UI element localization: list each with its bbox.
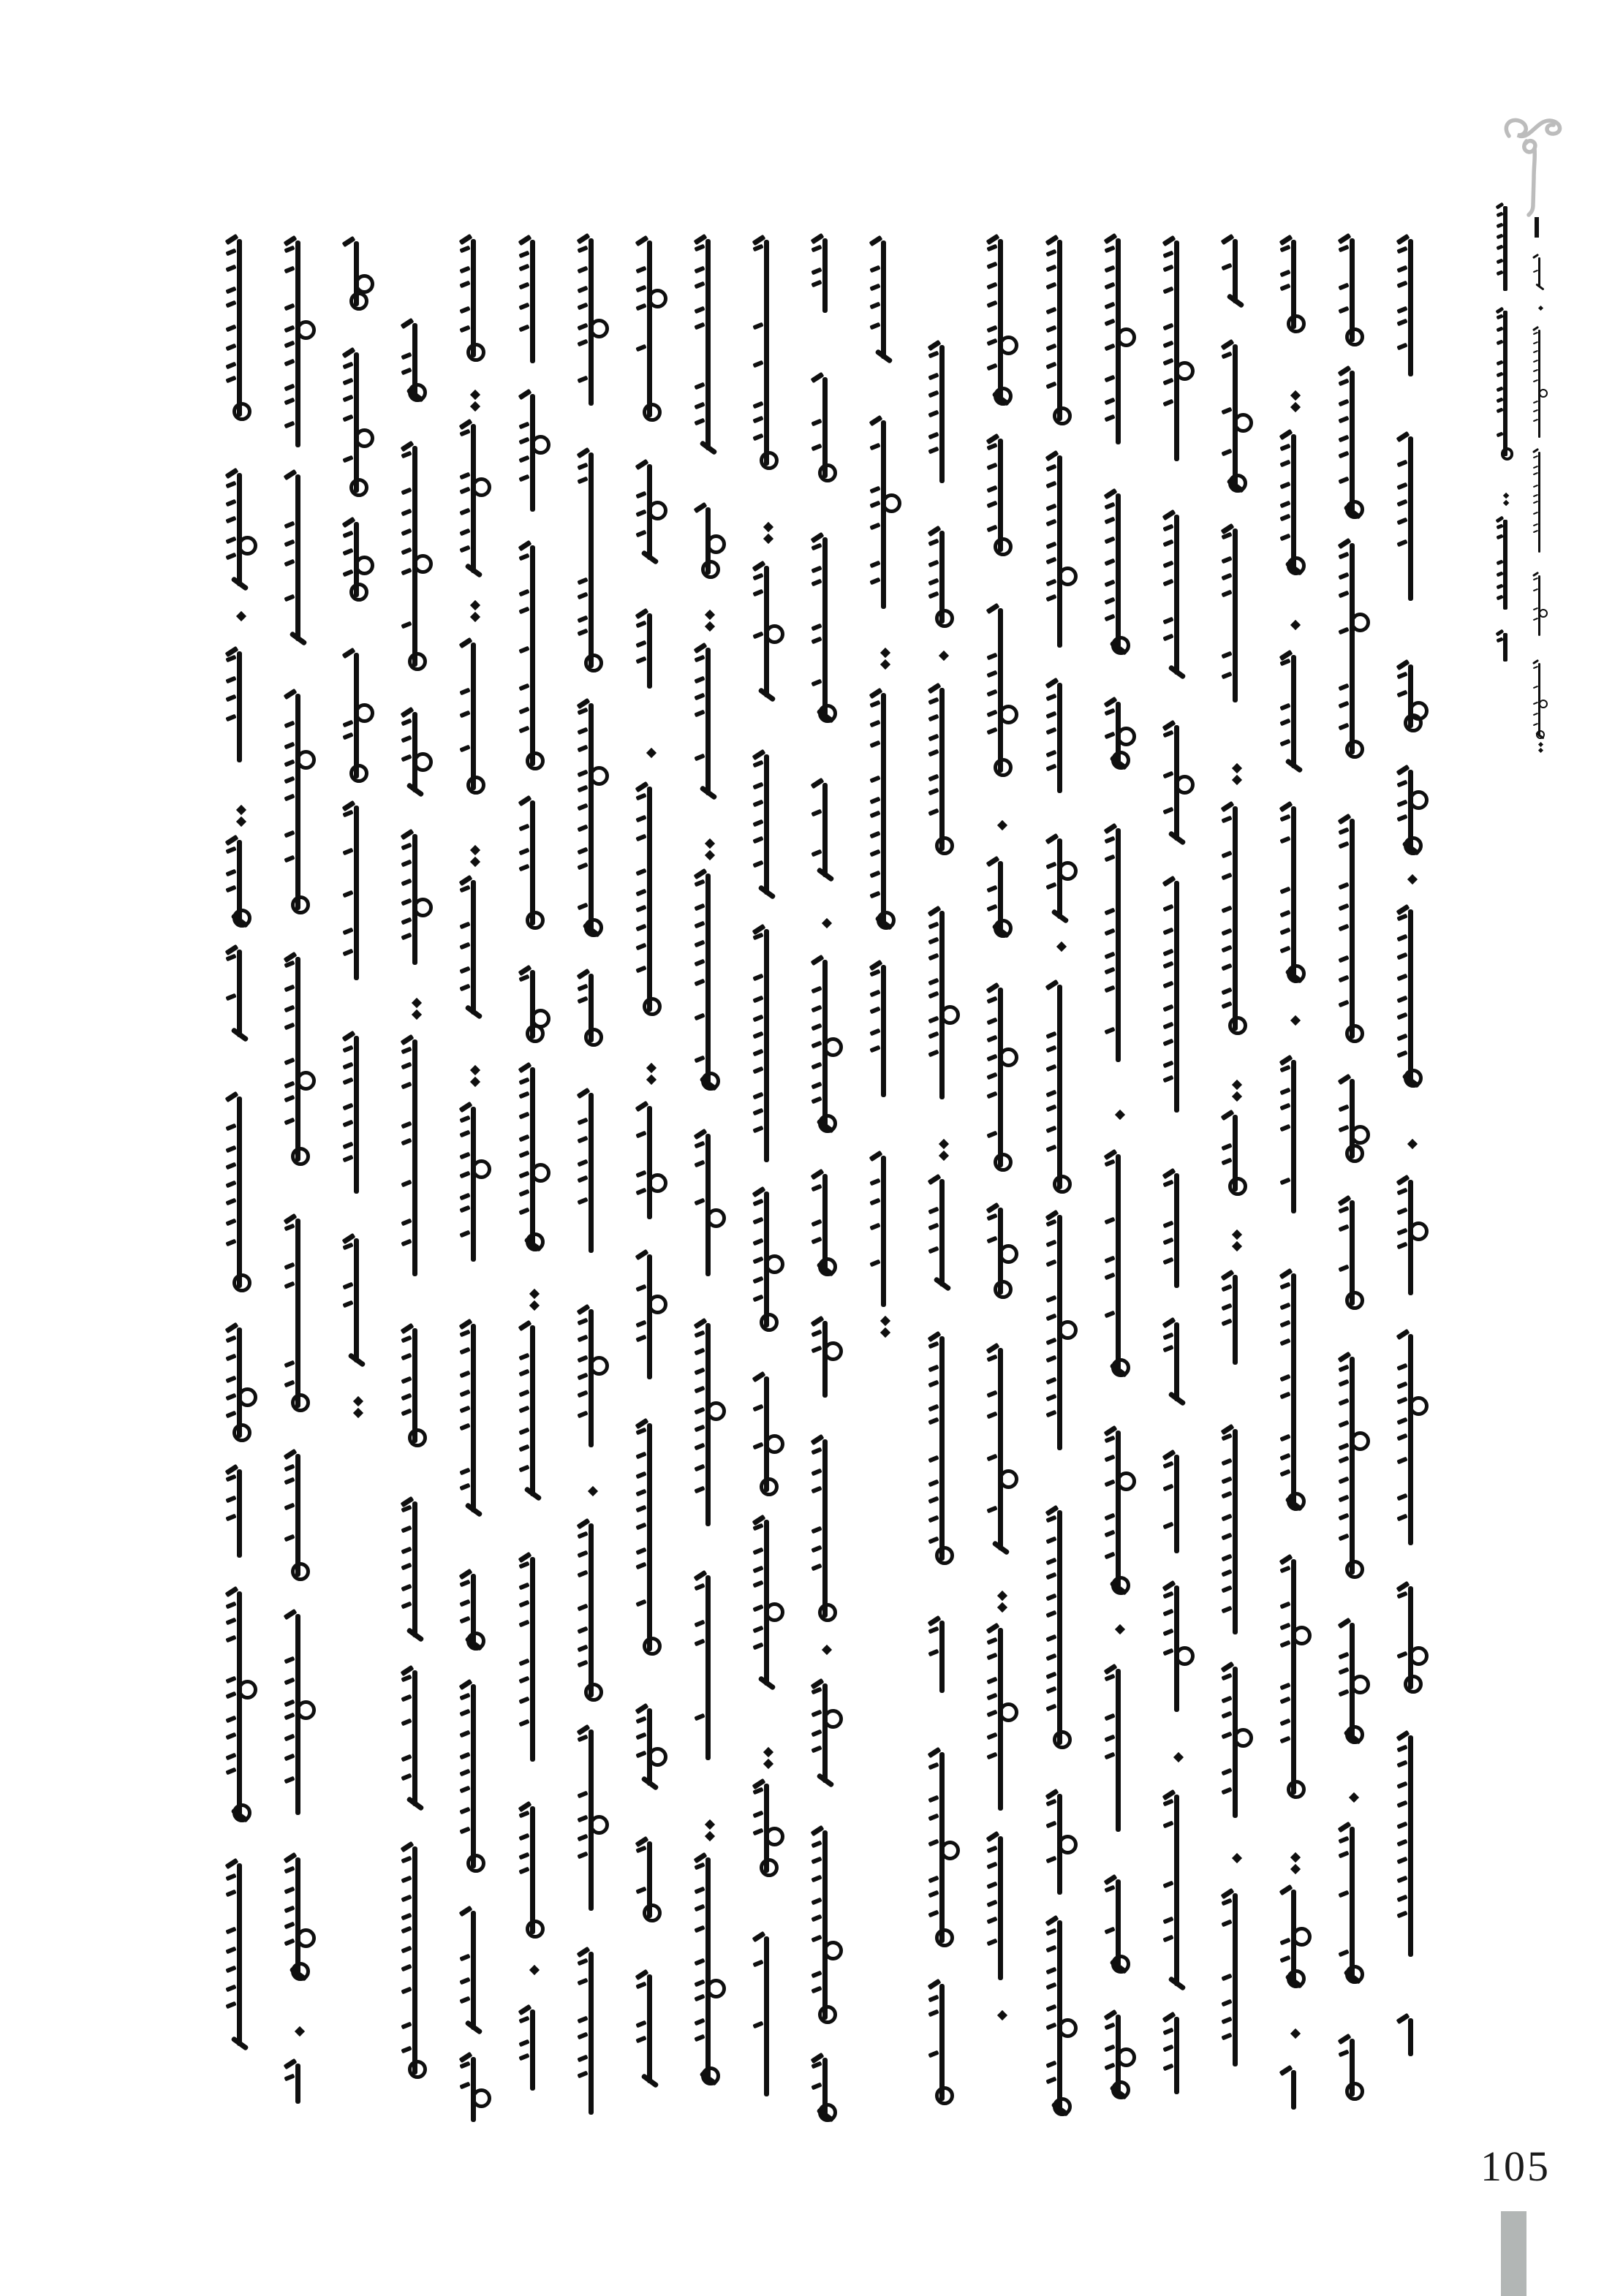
script-word <box>456 238 494 359</box>
script-word <box>1393 238 1431 378</box>
script-word <box>456 423 494 575</box>
script-word <box>222 1095 260 1289</box>
script-word <box>749 1375 787 1494</box>
script-word <box>808 376 846 480</box>
script-word <box>1393 1734 1431 1958</box>
script-word <box>339 804 377 982</box>
script-word <box>1393 435 1431 602</box>
script-word <box>866 1154 904 1308</box>
script-word <box>398 1500 436 1639</box>
script-word <box>749 1935 787 2098</box>
script-word <box>1101 1429 1139 1592</box>
script-word <box>339 651 377 780</box>
script-word <box>1101 1667 1139 1833</box>
script-word <box>925 1619 963 1694</box>
script-word <box>515 1066 553 1249</box>
script-word <box>1159 724 1198 842</box>
script-word <box>925 1751 963 1944</box>
script-word <box>1218 1665 1256 1819</box>
script-word <box>1531 662 1550 738</box>
script-word <box>749 564 787 699</box>
script-word <box>866 419 904 610</box>
script-word <box>398 833 436 966</box>
script-word <box>281 1856 319 1977</box>
script-word <box>983 986 1021 1169</box>
script-word <box>574 702 612 934</box>
script-word <box>1218 1428 1256 1636</box>
script-word <box>515 238 553 365</box>
script-word <box>691 1574 729 1762</box>
script-word <box>632 1105 670 1221</box>
script-word <box>398 1845 436 2077</box>
header-dash <box>1535 217 1539 238</box>
script-word <box>339 240 377 308</box>
script-word <box>339 520 377 598</box>
script-word <box>574 972 612 1043</box>
script-word <box>808 958 846 1130</box>
script-word <box>339 1034 377 1195</box>
script-word <box>1043 238 1081 423</box>
script-word <box>1393 663 1431 730</box>
script-word <box>983 1346 1021 1552</box>
script-word <box>1218 1113 1256 1193</box>
script-word <box>925 909 963 1101</box>
script-word <box>281 239 319 449</box>
script-word <box>281 1217 319 1409</box>
script-word <box>574 451 612 670</box>
script-word <box>691 238 729 452</box>
script-word <box>983 1835 1021 1982</box>
script-word <box>281 473 319 643</box>
script-word <box>1218 238 1256 305</box>
script-word <box>398 1038 436 1278</box>
script-word <box>1335 369 1373 516</box>
script-word <box>1043 837 1081 921</box>
script-word <box>515 2008 553 2092</box>
script-word <box>749 238 787 467</box>
page-number: 105 <box>1480 2142 1551 2190</box>
script-word <box>515 799 553 927</box>
script-word <box>222 948 260 1039</box>
script-word <box>691 1322 729 1528</box>
script-word <box>1218 343 1256 490</box>
script-word <box>925 1178 963 1288</box>
script-word <box>632 1422 670 1653</box>
script-word <box>1393 1178 1431 1297</box>
script-word <box>691 1856 729 2083</box>
script-word <box>1393 768 1431 852</box>
script-word <box>1393 2017 1431 2058</box>
script-word <box>1101 1153 1139 1374</box>
script-word <box>222 1590 260 1820</box>
script-word <box>632 239 670 419</box>
script-word <box>1276 1058 1314 1215</box>
script-word <box>749 1518 787 1687</box>
script-word <box>1335 237 1373 344</box>
script-word <box>749 928 787 1164</box>
script-word <box>1159 879 1198 1114</box>
script-word <box>515 969 553 1040</box>
script-word <box>632 1253 670 1381</box>
script-word <box>749 753 787 896</box>
script-word <box>515 1324 553 1498</box>
script-word <box>1159 239 1198 463</box>
script-word <box>808 1682 846 1784</box>
script-word <box>1494 632 1518 663</box>
script-word <box>866 239 904 360</box>
script-word <box>456 1572 494 1648</box>
script-word <box>983 860 1021 935</box>
script-word <box>1276 2069 1314 2111</box>
script-word <box>1531 450 1550 554</box>
script-word <box>1276 653 1314 770</box>
script-word <box>1101 827 1139 1064</box>
script-word <box>1159 2015 1198 2096</box>
script-word <box>398 444 436 668</box>
script-word <box>1531 328 1550 439</box>
script-word <box>808 1829 846 2021</box>
script-word <box>515 393 553 514</box>
script-word <box>1393 1333 1431 1547</box>
script-word <box>866 963 904 1099</box>
script-word <box>281 1452 319 1578</box>
script-word <box>222 471 260 588</box>
script-word <box>983 437 1021 554</box>
script-word <box>281 692 319 912</box>
script-word <box>456 2056 494 2123</box>
script-word <box>632 785 670 1013</box>
script-word <box>456 1909 494 2031</box>
script-word <box>222 1326 260 1439</box>
script-word <box>632 612 670 691</box>
script-word <box>574 237 612 407</box>
script-word <box>1043 983 1081 1191</box>
script-word <box>398 1669 436 1808</box>
script-word <box>808 1319 846 1399</box>
script-word <box>1494 518 1518 612</box>
script-word <box>574 1950 612 2116</box>
script-word <box>1043 454 1081 649</box>
script-word <box>1159 1453 1198 1555</box>
script-word <box>222 838 260 925</box>
script-word <box>1393 1585 1431 1691</box>
script-word <box>632 1973 670 2085</box>
script-word <box>1276 1272 1314 1508</box>
script-word <box>632 463 670 561</box>
script-word <box>1159 513 1198 676</box>
script-word <box>1101 2013 1139 2096</box>
script-word <box>456 1683 494 1869</box>
script-word <box>222 650 260 764</box>
script-word <box>925 686 963 852</box>
script-word <box>515 544 553 768</box>
script-word <box>808 2056 846 2119</box>
script-word <box>866 692 904 927</box>
script-word <box>1335 1825 1373 1981</box>
script-word <box>1218 1273 1256 1366</box>
script-word <box>749 1190 787 1328</box>
script-word <box>925 1335 963 1562</box>
script-word <box>339 1237 377 1364</box>
script-word <box>281 1613 319 1816</box>
script-word <box>456 879 494 1016</box>
script-word <box>983 1206 1021 1296</box>
script-word <box>925 529 963 625</box>
script-word <box>1159 1321 1198 1403</box>
script-word <box>1218 1892 1256 2067</box>
script-word <box>1335 1199 1373 1307</box>
script-word <box>691 1132 729 1277</box>
script-word <box>398 322 436 399</box>
script-word <box>574 1308 612 1448</box>
script-word <box>1101 700 1139 767</box>
script-word <box>1393 908 1431 1085</box>
script-word <box>983 238 1021 403</box>
script-word <box>925 1982 963 2102</box>
script-word <box>1531 574 1550 637</box>
script-word <box>1101 237 1139 446</box>
script-word <box>808 781 846 879</box>
script-word <box>808 1438 846 1619</box>
script-word <box>1043 1213 1081 1452</box>
script-word <box>1218 805 1256 1032</box>
script-word <box>456 1105 494 1263</box>
script-word <box>222 1862 260 2047</box>
footer-printer-bar <box>1501 2211 1526 2296</box>
script-word <box>1159 1793 1198 1988</box>
script-word <box>574 1728 612 1912</box>
script-word <box>222 1468 260 1559</box>
script-word <box>1159 1584 1198 1714</box>
script-word <box>1043 1919 1081 2113</box>
script-word <box>339 351 377 494</box>
script-word <box>925 344 963 485</box>
script-word <box>1276 433 1314 572</box>
script-word <box>1218 527 1256 704</box>
script-word <box>1335 1077 1373 1160</box>
script-word <box>456 641 494 792</box>
script-word <box>1276 1558 1314 1796</box>
script-word <box>1276 805 1314 980</box>
script-word <box>398 1327 436 1444</box>
script-word <box>691 506 729 576</box>
script-word <box>1043 1792 1081 1896</box>
script-word <box>1101 492 1139 652</box>
script-word <box>691 872 729 1087</box>
script-word <box>1159 1172 1198 1289</box>
script-word <box>456 1322 494 1514</box>
script-word <box>574 1522 612 1699</box>
script-word <box>1043 681 1081 795</box>
script-word <box>1276 1888 1314 1985</box>
script-word <box>1335 1621 1373 1741</box>
script-word <box>983 607 1021 774</box>
script-word <box>1043 1509 1081 1746</box>
script-word <box>1276 238 1314 330</box>
script-word <box>1494 309 1518 458</box>
script-word <box>222 238 260 418</box>
script-word <box>749 1782 787 1874</box>
script-word <box>574 1091 612 1254</box>
script-word <box>398 711 436 794</box>
script-word <box>632 1840 670 1920</box>
script-word <box>515 1805 553 1935</box>
script-word <box>1335 817 1373 1040</box>
script-word <box>1335 2037 1373 2098</box>
script-word <box>515 1556 553 1763</box>
script-word <box>1531 256 1550 289</box>
script-word <box>808 1172 846 1273</box>
script-word <box>691 646 729 796</box>
script-word <box>983 1626 1021 1811</box>
script-word <box>1335 542 1373 756</box>
script-word <box>1494 205 1518 292</box>
script-word <box>1101 1878 1139 1971</box>
script-word <box>632 1707 670 1787</box>
script-word <box>808 237 846 314</box>
script-word <box>1335 1355 1373 1577</box>
script-word <box>281 955 319 1162</box>
script-word <box>281 2062 319 2105</box>
script-word <box>808 536 846 721</box>
